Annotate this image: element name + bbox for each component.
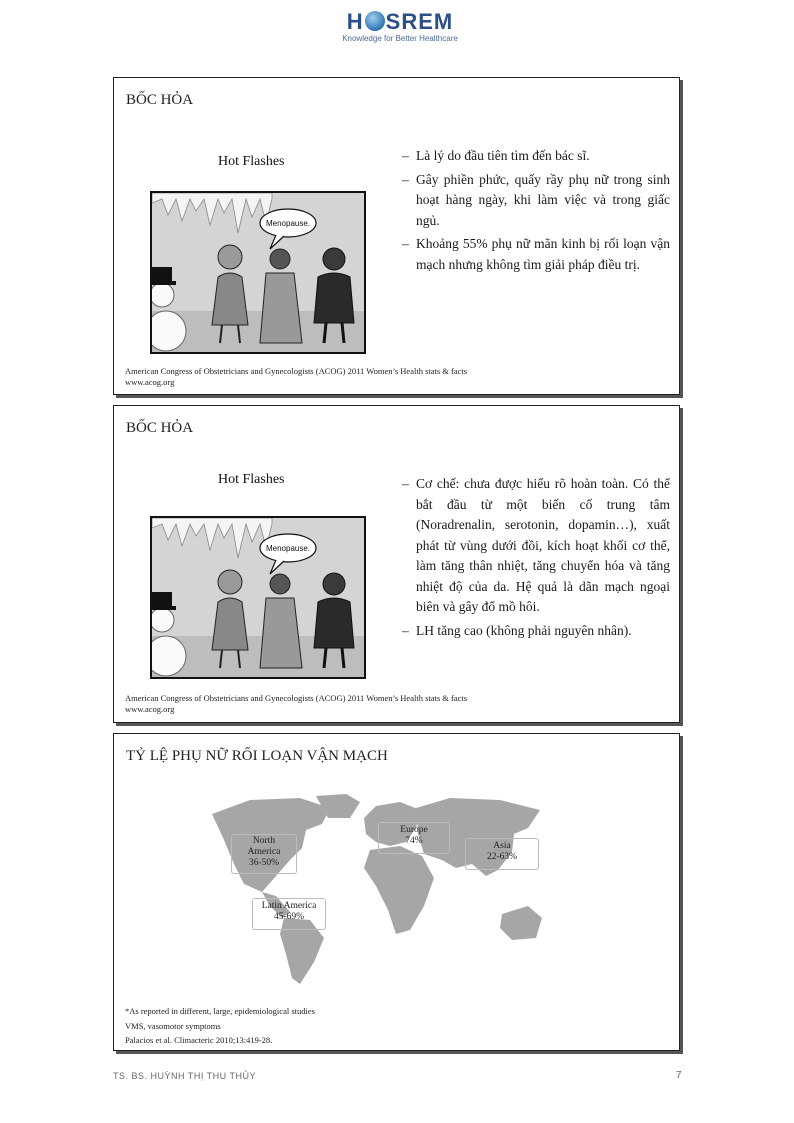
region-name: North	[252, 836, 276, 846]
globe-icon	[365, 11, 385, 31]
slide-title: TỶ LỆ PHỤ NỮ RỐI LOẠN VẬN MẠCH	[126, 748, 388, 764]
bullet-item: – Là lý do đầu tiên tìm đến bác sĩ.	[402, 146, 670, 167]
figure-caption: Hot Flashes	[218, 472, 285, 487]
slide-hot-flashes-1	[113, 77, 680, 395]
slide-title: BỐC HỎA	[126, 420, 194, 436]
hot-flashes-cartoon	[150, 191, 366, 354]
north-america-label	[231, 836, 297, 869]
africa-landmass	[364, 846, 434, 934]
logo-letters-right: SREM	[385, 9, 454, 34]
latin-america-label	[252, 901, 326, 923]
cartoon-illustration	[152, 518, 364, 677]
bullet-item: – Cơ chế: chưa được hiểu rõ hoàn toàn. Có thể bắt đầu từ một biến cố trung tâm (Noradrenalin, serotonin, dopamin…), xuất phát từ vùng dưới đồi, kích hoạt khối cơ thể, làm tăng thân nhiệt, tăng chuyển hóa và tăng nhiệt độ của da. Hệ quả là dãn mạch ngoại biên và gây đổ mồ hôi.	[402, 474, 670, 618]
cartoon-illustration	[152, 193, 364, 352]
reference	[125, 693, 467, 715]
slide-title: BỐC HỎA	[126, 92, 194, 108]
page-number: 7	[676, 1070, 682, 1081]
region-name: Latin America	[261, 901, 317, 911]
reference	[125, 366, 467, 388]
hosrem-logo	[320, 8, 480, 52]
reference-citation: American Congress of Obstetricians and Gynecologists (ACOG) 2011 Women’s Health stats & facts	[125, 366, 468, 376]
bullet-item: – LH tăng cao (không phải nguyên nhân).	[402, 621, 670, 642]
asia-label	[465, 841, 539, 863]
cartoon-speech-text: Menopause.	[265, 219, 311, 228]
slide-hot-flashes-2	[113, 405, 680, 723]
reference-url: www.acog.org	[125, 704, 175, 714]
bullet-item: – Gây phiền phức, quấy rầy phụ nữ trong sinh hoạt hàng ngày, khi làm việc và trong giấc ngủ.	[402, 170, 670, 232]
footnote: VMS, vasomotor symptoms	[125, 1020, 221, 1031]
hot-flashes-cartoon	[150, 516, 366, 679]
bullet-item: – Khoảng 55% phụ nữ mãn kinh bị rối loạn vận mạch nhưng không tìm giải pháp điều trị.	[402, 234, 670, 275]
bullet-list	[402, 146, 670, 278]
reference-citation: American Congress of Obstetricians and Gynecologists (ACOG) 2011 Women’s Health stats & facts	[125, 693, 468, 703]
australia-landmass	[500, 906, 542, 940]
slide-vms-prevalence-map	[113, 733, 680, 1051]
map-notes	[125, 1004, 315, 1048]
region-name: America	[247, 847, 281, 857]
region-value: 45-69%	[273, 912, 305, 922]
logo-letters-left: H	[346, 9, 364, 34]
region-name: Asia	[493, 841, 511, 851]
region-value: 36-50%	[248, 858, 280, 868]
bullet-list	[402, 474, 670, 644]
logo-tagline: Knowledge for Better Healthcare	[342, 34, 458, 43]
figure-caption: Hot Flashes	[218, 154, 285, 169]
footnote: *As reported in different, large, epidemiological studies	[125, 1006, 315, 1016]
cartoon-speech-text: Menopause.	[265, 544, 311, 553]
region-value: 22-63%	[486, 852, 518, 862]
footer-author: TS. BS. HUỲNH THỊ THU THỦY	[113, 1071, 257, 1081]
reference-url: www.acog.org	[125, 377, 175, 387]
region-name: Europe	[400, 825, 428, 835]
europe-label	[378, 825, 450, 847]
footnote: Palacios et al. Climacteric 2010;13:419-28.	[125, 1035, 273, 1045]
logo-wordmark	[320, 8, 480, 36]
region-value: 74%	[405, 836, 423, 846]
